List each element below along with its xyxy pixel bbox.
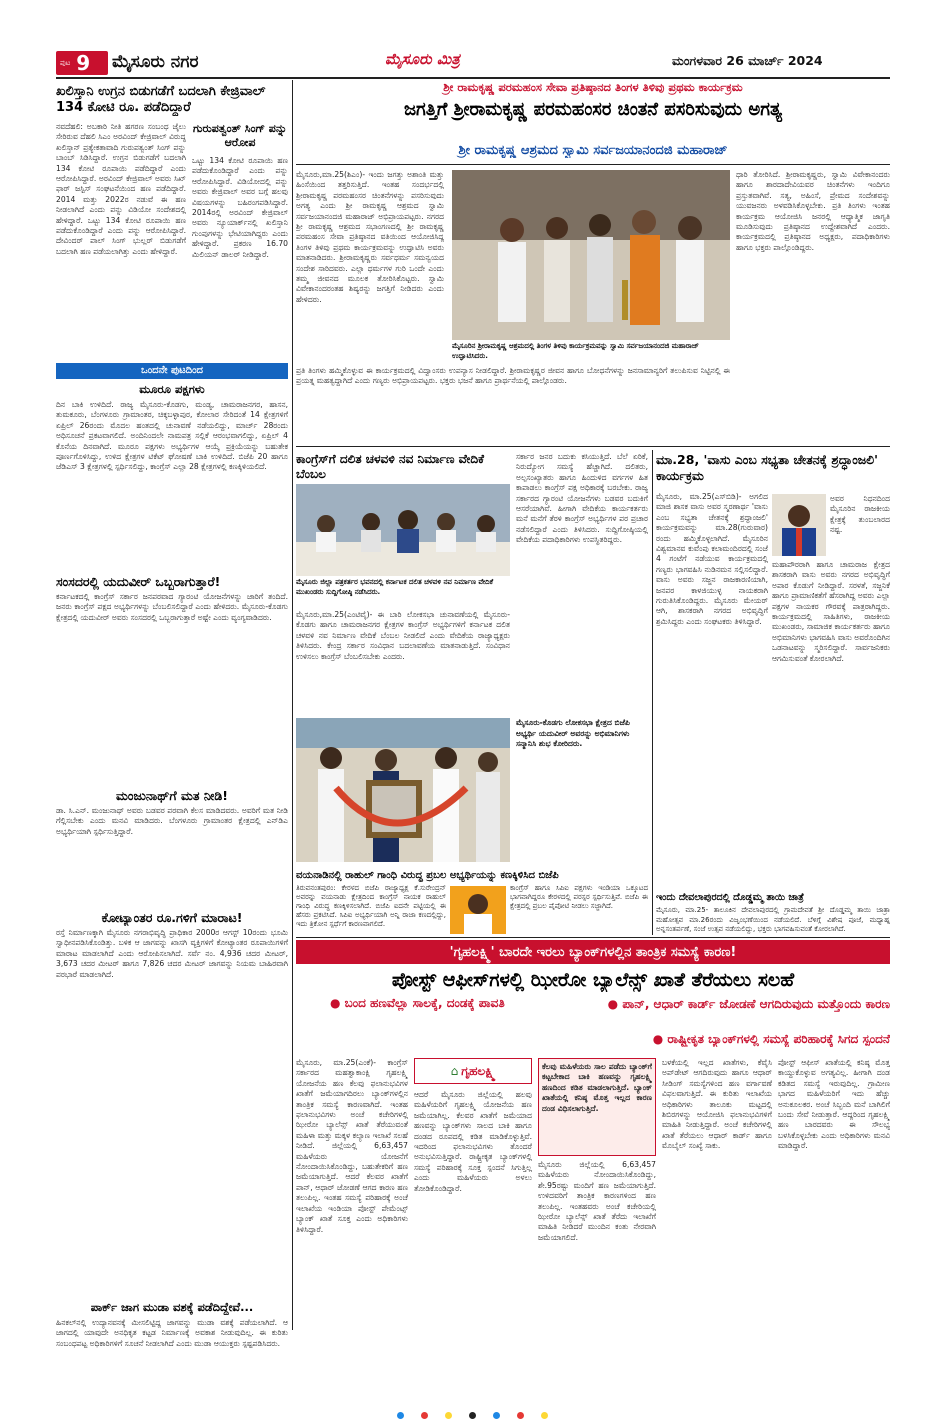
top-body-bottom: ಪ್ರತಿ ತಿಂಗಳು ಹಮ್ಮಿಕೊಳ್ಳುವ ಈ ಕಾರ್ಯಕ್ರಮದಲ್ಲಿ ವಿದ್ವಾಂಸರು ಉಪನ್ಯಾಸ ನೀಡಲಿದ್ದಾರೆ. ಶ್ರೀರಾಮಕೃಷ್ಣರ ಜೀವನ ಹಾಗೂ ಬೋಧನೆಗಳನ್ನು ಜನಸಾಮಾನ್ಯರಿಗೆ ತಲುಪಿಸುವ ನಿಟ್ಟಿನಲ್ಲಿ ಈ ಪ್ರಯತ್ನ ಮಹತ್ವದ್ದಾಗಿದೆ ಎಂದು ಗಣ್ಯರು ಅಭಿಪ್ರಾಯಪಟ್ಟರು. ಭಕ್ತರು ಭಜನೆ ಹಾಗೂ ಪ್ರಾರ್ಥನೆಯಲ್ಲಿ ಪಾಲ್ಗೊಂಡರು.	[296, 366, 730, 386]
gruha-banner	[296, 940, 890, 964]
yaduveer-headline: ಸಂಸದರಲ್ಲಿ ಯದುವೀರ್ ಒಬ್ಬರಾಗುತ್ತಾರೆ!	[56, 574, 221, 589]
bullet-2-text: ಪಾನ್, ಆಧಾರ್ ಕಾರ್ಡ್ ಜೋಡಣೆ ಆಗದಿರುವುದು ಮತ್ತೊಂದು ಕಾರಣ	[622, 997, 890, 1011]
section-title: ಮೈಸೂರು ನಗರ	[112, 52, 199, 72]
gruha-bullets	[330, 996, 890, 1052]
top-body-left: ಮೈಸೂರು,ಮಾ.25(ಶಿಎಂ)- ಇಂದು ಜಗತ್ತು ಅಶಾಂತಿ ಮತ್ತು ಹಿಂಸೆಯಿಂದ ತತ್ತರಿಸುತ್ತಿದೆ. ಇಂತಹ ಸಂದರ್ಭದಲ್ಲಿ ಶ್ರೀರಾಮಕೃಷ್ಣ ಪರಮಹಂಸರ ಚಿಂತನೆಗಳನ್ನು ಪಸರಿಸುವುದು ಅಗತ್ಯ ಎಂದು ಶ್ರೀ ರಾಮಕೃಷ್ಣ ಆಶ್ರಮದ ಸ್ವಾಮಿ ಸರ್ವಜಯಾನಂದಜಿ ಮಹಾರಾಜ್ ಅಭಿಪ್ರಾಯಪಟ್ಟರು. ನಗರದ ಶ್ರೀ ರಾಮಕೃಷ್ಣ ಆಶ್ರಮದ ಸಭಾಂಗಣದಲ್ಲಿ ಶ್ರೀ ರಾಮಕೃಷ್ಣ ಪರಮಹಂಸ ಸೇವಾ ಪ್ರತಿಷ್ಠಾನದ ವತಿಯಿಂದ ಆಯೋಜಿಸಿದ್ದ ತಿಂಗಳ ತಿಳಿವು ಪ್ರಥಮ ಕಾರ್ಯಕ್ರಮವನ್ನು ಉದ್ಘಾಟಿಸಿ ಅವರು ಮಾತನಾಡಿದರು. ಶ್ರೀರಾಮಕೃಷ್ಣರು ಸರ್ವಧರ್ಮ ಸಮನ್ವಯದ ಸಂದೇಶ ಸಾರಿದವರು. ಎಲ್ಲಾ ಧರ್ಮಗಳ ಗುರಿ ಒಂದೇ ಎಂದು ತಮ್ಮ ಜೀವನದ ಮೂಲಕ ತೋರಿಸಿಕೊಟ್ಟರು. ಸ್ವಾಮಿ ವಿವೇಕಾನಂದರಂತಹ ಶಿಷ್ಯರನ್ನು ಜಗತ್ತಿಗೆ ನೀಡಿದರು ಎಂದು ಹೇಳಿದರು.	[296, 170, 444, 304]
vasu-body-right-2: ಮಹಾಪೌರರಾಗಿ ಹಾಗೂ ಚಾಮರಾಜ ಕ್ಷೇತ್ರದ ಶಾಸಕರಾಗಿ ವಾಸು ಅವರು ನಗರದ ಅಭಿವೃದ್ಧಿಗೆ ಅಪಾರ ಕೊಡುಗೆ ನೀಡಿದ್ದಾರೆ. ಸರಳತೆ, ಸಜ್ಜನಿಕೆ ಹಾಗೂ ಪ್ರಾಮಾಣಿಕತೆಗೆ ಹೆಸರಾಗಿದ್ದ ಅವರು ಎಲ್ಲಾ ಪಕ್ಷಗಳ ನಾಯಕರ ಗೌರವಕ್ಕೆ ಪಾತ್ರರಾಗಿದ್ದರು. ಕಾರ್ಯಕ್ರಮದಲ್ಲಿ ಸಾಹಿತಿಗಳು, ರಾಜಕೀಯ ಮುಖಂಡರು, ಸಾಮಾಜಿಕ ಕಾರ್ಯಕರ್ತರು ಹಾಗೂ ಅಭಿಮಾನಿಗಳು ಭಾಗವಹಿಸಿ ವಾಸು ಅವರೊಂದಿಗಿನ ಒಡನಾಟವನ್ನು ಸ್ಮರಿಸಲಿದ್ದಾರೆ. ಸಾರ್ವಜನಿಕರು ಆಗಮಿಸುವಂತೆ ಕೋರಲಾಗಿದೆ.	[772, 560, 890, 663]
gruha-logo: ಗೃಹಲಕ್ಷ್ಮಿ	[461, 1063, 496, 1078]
gruha-body-3: ಮೈಸೂರು ಜಿಲ್ಲೆಯಲ್ಲಿ 6,63,457 ಮಹಿಳೆಯರು ನೋಂದಾಯಿಸಿಕೊಂಡಿದ್ದು, ಶೇ.95ರಷ್ಟು ಮಂದಿಗೆ ಹಣ ಜಮೆಯಾಗುತ್ತಿದೆ. ಉಳಿದವರಿಗೆ ತಾಂತ್ರಿಕ ಕಾರಣಗಳಿಂದ ಹಣ ತಲುಪಿಲ್ಲ. ಇಂತಹವರು ಅಂಚೆ ಕಚೇರಿಯಲ್ಲಿ ಝೀರೋ ಬ್ಯಾಲೆನ್ಸ್ ಖಾತೆ ತೆರೆದು ಇಲಾಖೆಗೆ ಮಾಹಿತಿ ನೀಡಿದರೆ ಮುಂದಿನ ಕಂತು ನೇರವಾಗಿ ಜಮೆಯಾಗಲಿದೆ.	[538, 1160, 656, 1242]
rahul-story	[296, 870, 648, 936]
gruha-logo-box	[414, 1058, 532, 1084]
top-body-right: ಧಾರಿ ತೋರಿಸಿದೆ. ಶ್ರೀರಾಮಕೃಷ್ಣರು, ಸ್ವಾಮಿ ವಿವೇಕಾನಂದರು ಹಾಗೂ ಶಾರದಾದೇವಿಯವರ ಚಿಂತನೆಗಳು ಇಂದಿಗೂ ಪ್ರಸ್ತುತವಾಗಿವೆ. ಸತ್ಯ, ಅಹಿಂಸೆ, ಪ್ರೇಮದ ಸಂದೇಶವನ್ನು ಯುವಜನರು ಅಳವಡಿಸಿಕೊಳ್ಳಬೇಕು. ಪ್ರತಿ ತಿಂಗಳು ಇಂತಹ ಕಾರ್ಯಕ್ರಮ ಆಯೋಜಿಸಿ ಜನರಲ್ಲಿ ಆಧ್ಯಾತ್ಮಿಕ ಜಾಗೃತಿ ಮೂಡಿಸುವುದು ಪ್ರತಿಷ್ಠಾನದ ಉದ್ದೇಶವಾಗಿದೆ ಎಂದರು. ಕಾರ್ಯಕ್ರಮದಲ್ಲಿ ಪ್ರತಿಷ್ಠಾನದ ಅಧ್ಯಕ್ಷರು, ಪದಾಧಿಕಾರಿಗಳು ಹಾಗೂ ಭಕ್ತರು ಪಾಲ್ಗೊಂಡಿದ್ದರು.	[736, 170, 890, 252]
mid-rule	[296, 937, 890, 938]
vasu-portrait-image	[772, 494, 826, 556]
congress-headline: ಕಾಂಗ್ರೆಸ್‌ಗೆ ದಲಿತ ಚಳವಳಿ ನವ ನಿರ್ಮಾಣ ವೇದಿಕೆ ಬೆಂಬಲ	[296, 452, 484, 481]
rahul-body-right: ಕಾಂಗ್ರೆಸ್ ಹಾಗೂ ಸಿಪಿಐ ಪಕ್ಷಗಳು ಇಂಡಿಯಾ ಒಕ್ಕೂಟದ ಭಾಗವಾಗಿದ್ದರೂ ಕೇರಳದಲ್ಲಿ ಪರಸ್ಪರ ಸ್ಪರ್ಧಿಸುತ್ತಿವೆ. ಬಿಜೆಪಿ ಈ ಕ್ಷೇತ್ರದಲ್ಲಿ ಪ್ರಬಲ ಪೈಪೋಟಿ ನೀಡಲು ಸಜ್ಜಾಗಿದೆ.	[510, 884, 648, 910]
bullet-3: ● ರಾಷ್ಟ್ರೀಕೃತ ಬ್ಯಾಂಕ್‌ಗಳಲ್ಲಿ ಸಮಸ್ಯೆ ಪರಿಹಾರಕ್ಕೆ ಸಿಗದ ಸ್ಪಂದನೆ	[652, 1032, 890, 1046]
paper-name: ಮೈಸೂರು ಮಿತ್ರ	[385, 50, 460, 68]
continuation-tag-label: ಒಂದನೇ ಪುಟದಿಂದ	[141, 365, 203, 376]
registration-dot	[493, 1412, 500, 1419]
yaduveer-body: ಕರ್ನಾಟಕದಲ್ಲಿ ಕಾಂಗ್ರೆಸ್ ಸರ್ಕಾರ ಜನಪರವಾದ ಗ್ಯಾರಂಟಿ ಯೋಜನೆಗಳನ್ನು ಜಾರಿಗೆ ತಂದಿದೆ. ಜನರು ಕಾಂಗ್ರೆಸ್ ಪಕ್ಷದ ಅಭ್ಯರ್ಥಿಗಳನ್ನು ಬೆಂಬಲಿಸಲಿದ್ದಾರೆ ಎಂದು ಹೇಳಿದರು. ಮೈಸೂರು-ಕೊಡಗು ಕ್ಷೇತ್ರದಲ್ಲಿ ಯದುವೀರ್ ಅವರು ಸಂಸದರಲ್ಲಿ ಒಬ್ಬರಾಗುತ್ತಾರೆ ಅಷ್ಟೇ ಎಂದು ವ್ಯಂಗ್ಯವಾಡಿದರು.	[56, 592, 288, 622]
crore-body: ರಸ್ತೆ ನಿರ್ಮಾಣಕ್ಕಾಗಿ ಮೈಸೂರು ನಗರಾಭಿವೃದ್ಧಿ ಪ್ರಾಧಿಕಾರ 2000ರ ಆಗಸ್ಟ್ 10ರಂದು ಭೂಮಿ ಸ್ವಾಧೀನಪಡಿಸಿಕೊಂಡಿತ್ತು. ಬಳಿಕ ಆ ಜಾಗವನ್ನು ಖಾಸಗಿ ವ್ಯಕ್ತಿಗಳಿಗೆ ಕೋಟ್ಯಾಂತರ ರೂಪಾಯಿಗಳಿಗೆ ಮಾರಾಟ ಮಾಡಲಾಗಿದೆ ಎಂದು ಆರೋಪಿಸಲಾಗಿದೆ. ಸರ್ವೆ ನಂ. 4,936 ಚದರ ಮೀಟರ್, 3,673 ಚದರ ಮೀಟರ್ ಹಾಗೂ 7,826 ಚದರ ಮೀಟರ್ ಜಾಗವನ್ನು ನಿಯಮ ಬಾಹಿರವಾಗಿ ಪರಭಾರೆ ಮಾಡಲಾಗಿದೆ.	[56, 928, 288, 979]
surendran-photo	[450, 886, 506, 934]
congress-photo-caption: ಮೈಸೂರು ಜಿಲ್ಲಾ ಪತ್ರಕರ್ತರ ಭವನದಲ್ಲಿ ಕರ್ನಾಟಕ ದಲಿತ ಚಳವಳಿ ನವ ನಿರ್ಮಾಣ ವೇದಿಕೆ ಮುಖಂಡರು ಸುದ್ದಿಗೋಷ್ಠಿ ನಡೆಸಿದರು.	[296, 578, 494, 596]
felicitation-photo	[296, 718, 510, 862]
top-subhead: ಶ್ರೀ ರಾಮಕೃಷ್ಣ ಆಶ್ರಮದ ಸ್ವಾಮಿ ಸರ್ವಜಯಾನಂದಜಿ ಮಹಾರಾಜ್	[458, 143, 728, 158]
bullet-1-text: ಬಂದ ಹಣವೆಲ್ಲಾ ಸಾಲಕ್ಕೆ, ದಂಡಕ್ಕೆ ಪಾವತಿ	[344, 996, 505, 1010]
home-icon: ⌂	[450, 1064, 459, 1078]
park-body: ಹಿನಕಲ್‌ನಲ್ಲಿ ಉದ್ಯಾನವನಕ್ಕೆ ಮೀಸಲಿಟ್ಟಿದ್ದ ಜಾಗವನ್ನು ಮುಡಾ ವಶಕ್ಕೆ ಪಡೆಯಲಾಗಿದೆ. ಆ ಜಾಗದಲ್ಲಿ ಯಾವುದೇ ಅನಧಿಕೃತ ಕಟ್ಟಡ ನಿರ್ಮಾಣಕ್ಕೆ ಅವಕಾಶ ನೀಡುವುದಿಲ್ಲ. ಈ ಕುರಿತು ಸಂಬಂಧಪಟ್ಟ ಅಧಿಕಾರಿಗಳಿಗೆ ಸೂಚನೆ ನೀಡಲಾಗಿದೆ ಎಂದು ಮುಡಾ ಆಯುಕ್ತರು ಸ್ಪಷ್ಟಪಡಿಸಿದರು.	[56, 1318, 288, 1348]
issue-date: ಮಂಗಳವಾರ 26 ಮಾರ್ಚ್ 2024	[672, 53, 823, 68]
bullet-2: ● ಪಾನ್, ಆಧಾರ್ ಕಾರ್ಡ್ ಜೋಡಣೆ ಆಗದಿರುವುದು ಮತ್ತೊಂದು ಕಾರಣ	[607, 997, 890, 1011]
jatre-headline: ಇಂದು ದೇವಲಾಪುರದಲ್ಲಿ ದೊಡ್ಡಮ್ಮ ತಾಯಿ ಜಾತ್ರೆ	[656, 892, 804, 903]
felicitation-caption: ಮೈಸೂರು-ಕೊಡಗು ಲೋಕಸಭಾ ಕ್ಷೇತ್ರದ ಬಿಜೆಪಿ ಅಭ್ಯರ್ಥಿ ಯದುವೀರ್ ಅವರನ್ನು ಅಭಿಮಾನಿಗಳು ಸನ್ಮಾನಿಸಿ ಶುಭ ಕೋರಿದರು.	[516, 718, 630, 748]
congress-body-right: ಸರ್ಕಾರ ಜನರ ಬದುಕು ಕಸಿಯುತ್ತಿದೆ. ಬೆಲೆ ಏರಿಕೆ, ನಿರುದ್ಯೋಗ ಸಮಸ್ಯೆ ಹೆಚ್ಚಾಗಿದೆ. ದಲಿತರು, ಅಲ್ಪಸಂಖ್ಯಾತರು ಹಾಗೂ ಹಿಂದುಳಿದ ವರ್ಗಗಳ ಹಿತ ಕಾಪಾಡಲು ಕಾಂಗ್ರೆಸ್ ಪಕ್ಷ ಅಧಿಕಾರಕ್ಕೆ ಬರಬೇಕು. ರಾಜ್ಯ ಸರ್ಕಾರದ ಗ್ಯಾರಂಟಿ ಯೋಜನೆಗಳು ಬಡವರ ಬದುಕಿಗೆ ಆಸರೆಯಾಗಿವೆ. ಹೀಗಾಗಿ ವೇದಿಕೆಯ ಕಾರ್ಯಕರ್ತರು ಮನೆ ಮನೆಗೆ ತೆರಳಿ ಕಾಂಗ್ರೆಸ್ ಅಭ್ಯರ್ಥಿಗಳ ಪರ ಪ್ರಚಾರ ನಡೆಸಲಿದ್ದಾರೆ ಎಂದು ತಿಳಿಸಿದರು. ಸುದ್ದಿಗೋಷ್ಠಿಯಲ್ಲಿ ವೇದಿಕೆಯ ಪದಾಧಿಕಾರಿಗಳು ಉಪಸ್ಥಿತರಿದ್ದರು.	[516, 452, 648, 545]
lead-headline: ಖಲಿಸ್ತಾನಿ ಉಗ್ರನ ಬಿಡುಗಡೆಗೆ ಬದಲಾಗಿ ಕೇಜ್ರಿವಾಲ್ 134 ಕೋಟಿ ರೂ. ಪಡೆದಿದ್ದಾರೆ	[56, 84, 266, 115]
crore-headline: ಕೋಟ್ಯಾಂತರ ರೂ.ಗಳಿಗೆ ಮಾರಾಟ!	[101, 910, 243, 925]
top-story	[296, 80, 890, 450]
manjunath-body: ಡಾ. ಸಿ.ಎನ್. ಮಂಜುನಾಥ್ ಅವರು ಬಡವರ ಪರವಾಗಿ ಕೆಲಸ ಮಾಡಿದವರು. ಅವರಿಗೆ ಮತ ನೀಡಿ ಗೆಲ್ಲಿಸಬೇಕು ಎಂದು ಮನವಿ ಮಾಡಿದರು. ಬೆಂಗಳೂರು ಗ್ರಾಮಾಂತರ ಕ್ಷೇತ್ರದಲ್ಲಿ ಎನ್‌ಡಿಎ ಅಭ್ಯರ್ಥಿಯಾಗಿ ಸ್ಪರ್ಧಿಸುತ್ತಿದ್ದಾರೆ.	[56, 806, 288, 836]
top-rule	[296, 164, 890, 165]
rahul-body: ತಿರುವನಂತಪುರಂ: ಕೇರಳದ ಬಿಜೆಪಿ ರಾಜ್ಯಾಧ್ಯಕ್ಷ ಕೆ.ಸುರೇಂದ್ರನ್ ಅವರನ್ನು ವಯನಾಡು ಕ್ಷೇತ್ರದಿಂದ ಕಾಂಗ್ರೆಸ್ ನಾಯಕ ರಾಹುಲ್ ಗಾಂಧಿ ವಿರುದ್ಧ ಕಣಕ್ಕಿಳಿಸಲಾಗಿದೆ. ಬಿಜೆಪಿ ಐದನೇ ಪಟ್ಟಿಯಲ್ಲಿ ಈ ಹೆಸರು ಪ್ರಕಟಿಸಿದೆ. ಸಿಪಿಐ ಅಭ್ಯರ್ಥಿಯಾಗಿ ಅನ್ನಿ ರಾಜಾ ಕಣದಲ್ಲಿದ್ದು, ಇದು ತ್ರಿಕೋನ ಸ್ಪರ್ಧೆಗೆ ಕಾರಣವಾಗಲಿದೆ.	[296, 884, 446, 928]
gruha-banner-text: 'ಗೃಹಲಕ್ಷ್ಮಿ' ಬಾರದೇ ಇರಲು ಬ್ಯಾಂಕ್‌ಗಳಲ್ಲಿನ ತಾಂತ್ರಿಕ ಸಮಸ್ಯೆ ಕಾರಣ!	[449, 944, 737, 960]
registration-dot	[397, 1412, 404, 1419]
congress-body: ಮೈಸೂರು,ಮಾ.25(ಎಂಟಿವೈ)- ಈ ಬಾರಿ ಲೋಕಸಭಾ ಚುನಾವಣೆಯಲ್ಲಿ ಮೈಸೂರು-ಕೊಡಗು ಹಾಗೂ ಚಾಮರಾಜನಗರ ಕ್ಷೇತ್ರಗಳ ಕಾಂಗ್ರೆಸ್ ಅಭ್ಯರ್ಥಿಗಳಿಗೆ ಕರ್ನಾಟಕ ದಲಿತ ಚಳವಳಿ ನವ ನಿರ್ಮಾಣ ವೇದಿಕೆ ಬೆಂಬಲ ನೀಡಲಿದೆ ಎಂದು ವೇದಿಕೆಯ ರಾಜ್ಯಾಧ್ಯಕ್ಷರು ತಿಳಿಸಿದರು. ಕೇಂದ್ರ ಸರ್ಕಾರ ಸಂವಿಧಾನ ಬದಲಾವಣೆಯ ಮಾತನಾಡುತ್ತಿದೆ. ಸಂವಿಧಾನ ಉಳಿಸಲು ಕಾಂಗ್ರೆಸ್ ಬೆಂಬಲಿಸಬೇಕು ಎಂದರು.	[296, 610, 510, 661]
left-column	[56, 80, 288, 1400]
gruha-body-2: ಆದರೆ ಮೈಸೂರು ಜಿಲ್ಲೆಯಲ್ಲಿ ಹಲವು ಮಹಿಳೆಯರಿಗೆ ಗೃಹಲಕ್ಷ್ಮಿ ಯೋಜನೆಯ ಹಣ ಜಮೆಯಾಗಿಲ್ಲ. ಕೆಲವರ ಖಾತೆಗೆ ಜಮೆಯಾದ ಹಣವನ್ನು ಬ್ಯಾಂಕ್‌ಗಳು ಸಾಲದ ಬಾಕಿ ಹಾಗೂ ದಂಡದ ರೂಪದಲ್ಲಿ ಕಡಿತ ಮಾಡಿಕೊಳ್ಳುತ್ತಿವೆ. ಇದರಿಂದ ಫಲಾನುಭವಿಗಳು ತೊಂದರೆ ಅನುಭವಿಸುತ್ತಿದ್ದಾರೆ. ರಾಷ್ಟ್ರೀಕೃತ ಬ್ಯಾಂಕ್‌ಗಳಲ್ಲಿ ಸಮಸ್ಯೆ ಪರಿಹಾರಕ್ಕೆ ಸೂಕ್ತ ಸ್ಪಂದನೆ ಸಿಗುತ್ತಿಲ್ಲ ಎಂದು ಮಹಿಳೆಯರು ಅಳಲು ತೋಡಿಕೊಂಡಿದ್ದಾರೆ.	[414, 1090, 532, 1193]
gruha-callout	[538, 1058, 656, 1156]
vasu-headline: ಮಾ.28, 'ವಾಸು ಎಂಬ ಸಭ್ಯತಾ ಚೇತನಕ್ಕೆ ಶ್ರದ್ಧಾಂಜಲಿ' ಕಾರ್ಯಕ್ರಮ	[656, 452, 878, 483]
congress-story	[296, 450, 648, 868]
page-header	[0, 50, 945, 76]
jatre-body: ಮೈಸೂರು, ಮಾ.25- ತಾಲೂಕಿನ ದೇವಲಾಪುರದಲ್ಲಿ ಗ್ರಾಮದೇವತೆ ಶ್ರೀ ದೊಡ್ಡಮ್ಮ ತಾಯಿ ಜಾತ್ರಾ ಮಹೋತ್ಸವ ಮಾ.26ರಂದು ವಿಜೃಂಭಣೆಯಿಂದ ನಡೆಯಲಿದೆ. ಬೆಳಿಗ್ಗೆ ವಿಶೇಷ ಪೂಜೆ, ಮಧ್ಯಾಹ್ನ ಅನ್ನಸಂತರ್ಪಣೆ, ಸಂಜೆ ಉತ್ಸವ ನಡೆಯಲಿದ್ದು, ಭಕ್ತರು ಭಾಗವಹಿಸುವಂತೆ ಕೋರಲಾಗಿದೆ.	[656, 906, 890, 933]
gruha-body-5: ಪೋಸ್ಟ್ ಆಫೀಸ್ ಖಾತೆಯಲ್ಲಿ ಕನಿಷ್ಠ ಮೊತ್ತ ಕಾಯ್ದುಕೊಳ್ಳುವ ಅಗತ್ಯವಿಲ್ಲ. ಹೀಗಾಗಿ ದಂಡ ಕಡಿತದ ಸಮಸ್ಯೆ ಇರುವುದಿಲ್ಲ. ಗ್ರಾಮೀಣ ಭಾಗದ ಮಹಿಳೆಯರಿಗೆ ಇದು ಹೆಚ್ಚು ಅನುಕೂಲಕರ. ಅಂಚೆ ಸಿಬ್ಬಂದಿ ಮನೆ ಬಾಗಿಲಿಗೆ ಬಂದು ಸೇವೆ ನೀಡುತ್ತಾರೆ. ಆದ್ದರಿಂದ ಗೃಹಲಕ್ಷ್ಮಿ ಹಣ ಬಾರದವರು ಈ ಸೌಲಭ್ಯ ಬಳಸಿಕೊಳ್ಳಬೇಕು ಎಂದು ಅಧಿಕಾರಿಗಳು ಮನವಿ ಮಾಡಿದ್ದಾರೆ.	[778, 1058, 890, 1151]
gruha-body-4: ಬಳಕೆಯಲ್ಲಿ ಇಲ್ಲದ ಖಾತೆಗಳು, ಕೆವೈಸಿ ಅಪ್‌ಡೇಟ್ ಆಗದಿರುವುದು ಹಾಗೂ ಆಧಾರ್ ಸೀಡಿಂಗ್ ಸಮಸ್ಯೆಗಳಿಂದ ಹಣ ವರ್ಗಾವಣೆ ವಿಫಲವಾಗುತ್ತಿದೆ. ಈ ಕುರಿತು ಇಲಾಖೆಯ ಅಧಿಕಾರಿಗಳು ತಾಲೂಕು ಮಟ್ಟದಲ್ಲಿ ಶಿಬಿರಗಳನ್ನು ಆಯೋಜಿಸಿ ಫಲಾನುಭವಿಗಳಿಗೆ ಮಾಹಿತಿ ನೀಡುತ್ತಿದ್ದಾರೆ. ಅಂಚೆ ಕಚೇರಿಗಳಲ್ಲಿ ಖಾತೆ ತೆರೆಯಲು ಆಧಾರ್ ಕಾರ್ಡ್ ಹಾಗೂ ಮೊಬೈಲ್ ಸಂಖ್ಯೆ ಸಾಕು.	[662, 1058, 772, 1151]
top-headline: ಜಗತ್ತಿಗೆ ಶ್ರೀರಾಮಕೃಷ್ಣ ಪರಮಹಂಸರ ಚಿಂತನೆ ಪಸರಿಸುವುದು ಅಗತ್ಯ	[403, 99, 783, 120]
page-label: ಪುಟ	[60, 58, 71, 67]
page-number: 9	[76, 51, 91, 75]
continuation-headline: ಮೂರೂ ಪಕ್ಷಗಳು	[139, 382, 205, 396]
portrait-image	[450, 886, 506, 934]
column-divider	[292, 80, 293, 1330]
bullet-3-text: ರಾಷ್ಟ್ರೀಕೃತ ಬ್ಯಾಂಕ್‌ಗಳಲ್ಲಿ ಸಮಸ್ಯೆ ಪರಿಹಾರಕ್ಕೆ ಸಿಗದ ಸ್ಪಂದನೆ	[667, 1032, 890, 1046]
gruha-callout-text: ಕೆಲವು ಮಹಿಳೆಯರು ಸಾಲ ಪಡೆದು ಬ್ಯಾಂಕ್‌ಗೆ ಕಟ್ಟಬೇಕಾದ ಬಾಕಿ ಹಣವನ್ನು ಗೃಹಲಕ್ಷ್ಮಿ ಹಣದಿಂದ ಕಡಿತ ಮಾಡಲಾಗುತ್ತಿದೆ. ಬ್ಯಾಂಕ್ ಖಾತೆಯಲ್ಲಿ ಕನಿಷ್ಠ ಮೊತ್ತ ಇಲ್ಲದ ಕಾರಣ ದಂಡ ವಿಧಿಸಲಾಗುತ್ತಿದೆ.	[542, 1062, 652, 1113]
vasu-portrait	[772, 494, 826, 556]
felicitation-image	[296, 718, 510, 862]
continuation-tag	[56, 363, 288, 379]
gruha-headline: ಪೋಸ್ಟ್ ಆಫೀಸ್‌ಗಳಲ್ಲಿ ಝೀರೋ ಬ್ಯಾಲೆನ್ಸ್ ಖಾತೆ ತೆರೆಯಲು ಸಲಹೆ	[391, 969, 795, 991]
rahul-headline: ವಯನಾಡಿನಲ್ಲಿ ರಾಹುಲ್ ಗಾಂಧಿ ವಿರುದ್ಧ ಪ್ರಬಲ ಅಭ್ಯರ್ಥಿಯನ್ನು ಕಣಕ್ಕಿಳಿಸಿದ ಬಿಜೆಪಿ	[296, 870, 559, 881]
registration-dot	[541, 1412, 548, 1419]
congress-photo	[296, 484, 510, 576]
header-rule	[56, 77, 890, 79]
lead-subhead: ಗುರುಪತ್ವಂತ್ ಸಿಂಗ್ ಪನ್ನು ಆರೋಪ	[193, 122, 287, 149]
top-bottom-rule	[296, 446, 890, 447]
page-number-badge	[56, 51, 108, 75]
park-headline: ಪಾರ್ಕ್ ಜಾಗ ಮುಡಾ ವಶಕ್ಕೆ ಪಡೆದಿದ್ದೇವೆ...	[90, 1300, 254, 1314]
bullet-1: ● ಬಂದ ಹಣವೆಲ್ಲಾ ಸಾಲಕ್ಕೆ, ದಂಡಕ್ಕೆ ಪಾವತಿ	[330, 996, 505, 1010]
registration-dots	[0, 1404, 945, 1423]
registration-dot	[469, 1412, 476, 1419]
lead-body-2: ಒಟ್ಟು 134 ಕೋಟಿ ರೂಪಾಯಿ ಹಣ ಪಡೆದುಕೊಂಡಿದ್ದಾರೆ ಎಂದು ಪನ್ನು ಆರೋಪಿಸಿದ್ದಾರೆ. ವಿಡಿಯೋದಲ್ಲಿ ಪನ್ನು ಅವರು ಕೇಜ್ರಿವಾಲ್ ಅವರ ಬಗ್ಗೆ ಹಲವು ವಿಷಯಗಳನ್ನು ಬಹಿರಂಗಪಡಿಸಿದ್ದಾರೆ. 2014ರಲ್ಲಿ ಅರವಿಂದ್ ಕೇಜ್ರಿವಾಲ್ ಅವರು ನ್ಯೂಯಾರ್ಕ್‌ನಲ್ಲಿ ಖಲಿಸ್ತಾನಿ ಗುಂಪುಗಳನ್ನು ಭೇಟಿಯಾಗಿದ್ದರು ಎಂದು ಹೇಳಿದ್ದಾರೆ. ಪ್ರಕರಣ 16.70 ಮಿಲಿಯನ್ ಡಾಲರ್ ನೀಡಿದ್ದಾರೆ.	[192, 156, 288, 259]
manjunath-headline: ಮಂಜುನಾಥ್‌ಗೆ ಮತ ನೀಡಿ!	[116, 788, 228, 803]
vasu-story	[656, 450, 890, 890]
top-kicker: ಶ್ರೀ ರಾಮಕೃಷ್ಣ ಪರಮಹಂಸ ಸೇವಾ ಪ್ರತಿಷ್ಠಾನದ ತಿಂಗಳ ತಿಳಿವು ಪ್ರಥಮ ಕಾರ್ಯಕ್ರಮ	[443, 80, 743, 94]
press-meet-photo	[296, 484, 510, 576]
registration-dot	[421, 1412, 428, 1419]
registration-dot	[445, 1412, 452, 1419]
jatre-story	[656, 892, 890, 936]
top-event-photo	[452, 170, 730, 340]
gruha-body-1: ಮೈಸೂರು, ಮಾ.25(ಎಂಕೆ)- ಕಾಂಗ್ರೆಸ್ ಸರ್ಕಾರದ ಮಹತ್ವಾಕಾಂಕ್ಷಿ ಗೃಹಲಕ್ಷ್ಮಿ ಯೋಜನೆಯ ಹಣ ಕೆಲವು ಫಲಾನುಭವಿಗಳ ಖಾತೆಗೆ ಜಮೆಯಾಗದಿರಲು ಬ್ಯಾಂಕ್‌ಗಳಲ್ಲಿನ ತಾಂತ್ರಿಕ ಸಮಸ್ಯೆ ಕಾರಣವಾಗಿದೆ. ಇಂತಹ ಫಲಾನುಭವಿಗಳು ಅಂಚೆ ಕಚೇರಿಗಳಲ್ಲಿ ಝೀರೋ ಬ್ಯಾಲೆನ್ಸ್ ಖಾತೆ ತೆರೆಯುವಂತೆ ಮಹಿಳಾ ಮತ್ತು ಮಕ್ಕಳ ಕಲ್ಯಾಣ ಇಲಾಖೆ ಸಲಹೆ ನೀಡಿದೆ. ಜಿಲ್ಲೆಯಲ್ಲಿ 6,63,457 ಮಹಿಳೆಯರು ಯೋಜನೆಗೆ ನೋಂದಾಯಿಸಿಕೊಂಡಿದ್ದು, ಬಹುತೇಕರಿಗೆ ಹಣ ಜಮೆಯಾಗುತ್ತಿದೆ. ಆದರೆ ಕೆಲವರ ಖಾತೆಗೆ ಪಾನ್, ಆಧಾರ್ ಜೋಡಣೆ ಆಗದ ಕಾರಣ ಹಣ ತಲುಪಿಲ್ಲ. ಇಂತಹ ಸಮಸ್ಯೆ ಪರಿಹಾರಕ್ಕೆ ಅಂಚೆ ಇಲಾಖೆಯ ಇಂಡಿಯಾ ಪೋಸ್ಟ್ ಪೇಮೆಂಟ್ಸ್ ಬ್ಯಾಂಕ್ ಖಾತೆ ಸೂಕ್ತ ಎಂದು ಅಧಿಕಾರಿಗಳು ತಿಳಿಸಿದ್ದಾರೆ.	[296, 1058, 408, 1234]
lamp-lighting-photo	[452, 170, 730, 340]
top-photo-caption: ಮೈಸೂರಿನ ಶ್ರೀರಾಮಕೃಷ್ಣ ಆಶ್ರಮದಲ್ಲಿ ತಿಂಗಳ ತಿಳಿವು ಕಾರ್ಯಕ್ರಮವನ್ನು ಸ್ವಾಮಿ ಸರ್ವಜಯಾನಂದಜಿ ಮಹಾರಾಜ್ ಉದ್ಘಾಟಿಸಿದರು.	[452, 342, 699, 360]
right-col-divider	[652, 450, 653, 935]
registration-dot	[517, 1412, 524, 1419]
vasu-body-right: ಅವರ ನಿಧನದಿಂದ ಮೈಸೂರಿನ ರಾಜಕೀಯ ಕ್ಷೇತ್ರಕ್ಕೆ ತುಂಬಲಾರದ ನಷ್ಟ.	[830, 494, 890, 535]
lead-body: ನವದೆಹಲಿ: ಅಬಕಾರಿ ನೀತಿ ಹಗರಣ ಸಂಬಂಧ ಜೈಲು ಸೇರಿರುವ ದೆಹಲಿ ಸಿಎಂ ಅರವಿಂದ್ ಕೇಜ್ರಿವಾಲ್ ವಿರುದ್ಧ ಖಲಿಸ್ತಾನ್ ಪ್ರತ್ಯೇಕತಾವಾದಿ ಗುರುಪತ್ವಂತ್ ಸಿಂಗ್ ಪನ್ನು ಬಾಂಬ್ ಸಿಡಿಸಿದ್ದಾರೆ. ಉಗ್ರನ ಬಿಡುಗಡೆಗೆ ಬದಲಾಗಿ 134 ಕೋಟಿ ರೂಪಾಯಿ ಪಡೆದಿದ್ದಾರೆ ಎಂದು ಆರೋಪಿಸಿದ್ದಾರೆ. ಅರವಿಂದ್ ಕೇಜ್ರಿವಾಲ್ ಅವರು ಸಿಖ್ ಫಾರ್ ಜಸ್ಟಿಸ್ ಸಂಘಟನೆಯಿಂದ ಹಣ ಪಡೆದಿದ್ದಾರೆ. 2014 ಮತ್ತು 2022ರ ನಡುವೆ ಈ ಹಣ ನೀಡಲಾಗಿದೆ ಎಂದು ಪನ್ನು ವಿಡಿಯೋ ಸಂದೇಶದಲ್ಲಿ ಹೇಳಿದ್ದಾರೆ. ಒಟ್ಟು 134 ಕೋಟಿ ರೂಪಾಯಿ ಹಣ ಪಡೆದುಕೊಂಡಿದ್ದಾರೆ ಎಂದು ಪನ್ನು ಆರೋಪಿಸಿದ್ದಾರೆ. ದೇವಿಂದರ್ ಪಾಲ್ ಸಿಂಗ್ ಭುಲ್ಲರ್ ಬಿಡುಗಡೆಗೆ ಬದಲಾಗಿ ಹಣ ಪಡೆಯಲಾಗಿತ್ತು ಎಂದು ಹೇಳಿದ್ದಾರೆ.	[56, 122, 186, 256]
vasu-body: ಮೈಸೂರು, ಮಾ.25(ಎಸ್‌ಬಿಡಿ)- ಅಗಲಿದ ಮಾಜಿ ಶಾಸಕ ವಾಸು ಅವರ ಸ್ಮರಣಾರ್ಥ 'ವಾಸು ಎಂಬ ಸಭ್ಯತಾ ಚೇತನಕ್ಕೆ ಶ್ರದ್ಧಾಂಜಲಿ' ಕಾರ್ಯಕ್ರಮವನ್ನು ಮಾ.28(ಗುರುವಾರ) ರಂದು ಹಮ್ಮಿಕೊಳ್ಳಲಾಗಿದೆ. ಮೈಸೂರಿನ ವಿಶ್ವಮಾನವ ಕುವೆಂಪು ಕಲಾಮಂದಿರದಲ್ಲಿ ಸಂಜೆ 4 ಗಂಟೆಗೆ ನಡೆಯುವ ಕಾರ್ಯಕ್ರಮದಲ್ಲಿ ಗಣ್ಯರು ಭಾಗವಹಿಸಿ ನುಡಿನಮನ ಸಲ್ಲಿಸಲಿದ್ದಾರೆ. ವಾಸು ಅವರು ಸಜ್ಜನ ರಾಜಕಾರಣಿಯಾಗಿ, ಜನಪರ ಕಾಳಜಿಯುಳ್ಳ ನಾಯಕರಾಗಿ ಗುರುತಿಸಿಕೊಂಡಿದ್ದರು. ಮೈಸೂರು ಮೇಯರ್ ಆಗಿ, ಶಾಸಕರಾಗಿ ನಗರದ ಅಭಿವೃದ್ಧಿಗೆ ಶ್ರಮಿಸಿದ್ದರು ಎಂದು ಸಂಘಟಕರು ತಿಳಿಸಿದ್ದಾರೆ.	[656, 492, 768, 626]
continuation-body: ದಿನ ಬಾಕಿ ಉಳಿದಿದೆ. ರಾಜ್ಯ ಮೈಸೂರು-ಕೊಡಗು, ಮಂಡ್ಯ, ಚಾಮರಾಜನಗರ, ಹಾಸನ, ತುಮಕೂರು, ಬೆಂಗಳೂರು ಗ್ರಾಮಾಂತರ, ಚಿಕ್ಕಬಳ್ಳಾಪುರ, ಕೋಲಾರ ಸೇರಿದಂತೆ 14 ಕ್ಷೇತ್ರಗಳಿಗೆ ಏಪ್ರಿಲ್ 26ರಂದು ಮೊದಲ ಹಂತದಲ್ಲಿ ಚುನಾವಣೆ ನಡೆಯಲಿದ್ದು, ಮಾರ್ಚ್ 28ರಂದು ಅಧಿಸೂಚನೆ ಪ್ರಕಟವಾಗಲಿದೆ. ಅಂದಿನಿಂದಲೇ ನಾಮಪತ್ರ ಸಲ್ಲಿಕೆ ಆರಂಭವಾಗಲಿದ್ದು, ಏಪ್ರಿಲ್ 4 ಕೊನೆಯ ದಿನವಾಗಿದೆ. ಮೂರೂ ಪಕ್ಷಗಳು ಅಭ್ಯರ್ಥಿಗಳ ಆಯ್ಕೆ ಪ್ರಕ್ರಿಯೆಯನ್ನು ಬಹುತೇಕ ಪೂರ್ಣಗೊಳಿಸಿದ್ದು, ಉಳಿದ ಕ್ಷೇತ್ರಗಳ ಟಿಕೆಟ್ ಘೋಷಣೆ ಬಾಕಿ ಉಳಿದಿದೆ. ಬಿಜೆಪಿ 20 ಹಾಗೂ ಜೆಡಿಎಸ್ 3 ಕ್ಷೇತ್ರಗಳಲ್ಲಿ ಸ್ಪರ್ಧಿಸಲಿದ್ದು, ಕಾಂಗ್ರೆಸ್ ಎಲ್ಲಾ 28 ಕ್ಷೇತ್ರಗಳಲ್ಲಿ ಕಣಕ್ಕಿಳಿಯಲಿದೆ.	[56, 400, 288, 472]
